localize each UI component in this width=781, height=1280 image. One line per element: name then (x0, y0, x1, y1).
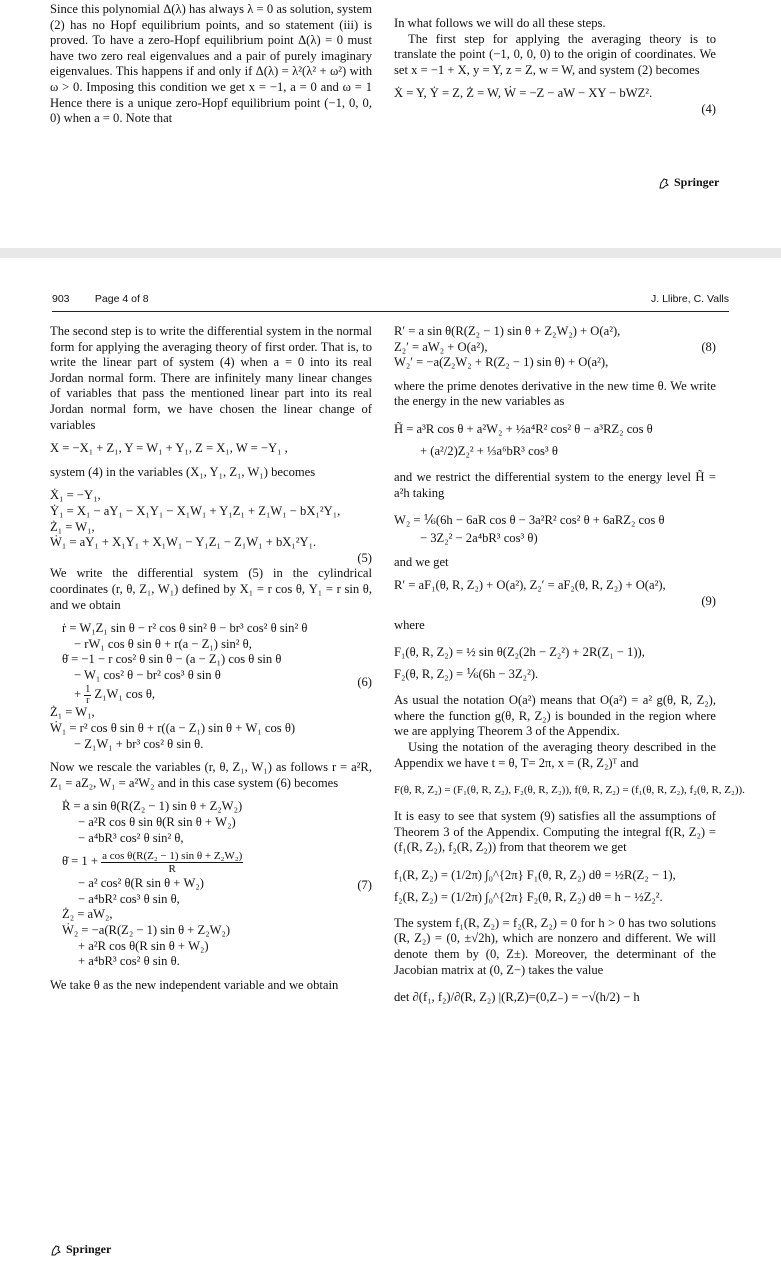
equation-8: R′ = a sin θ(R(Z₂ − 1) sin θ + Z₂W₂) + O(a²), Z₂′ = aW₂ + O(a²), (8) W₂′ = −a(Z₂W₂ + R(Z₂ − 1) sin θ) + O(a²), (394, 324, 716, 370)
paragraph: The system f₁(R, Z₂) = f₂(R, Z₂) = 0 for h > 0 has two solutions (R, Z₂) = (0, ±√2h), which are nonzero and different. We will denote them by (0, Z±). Moreover, the determinant of the Jacobian matrix at (0, Z−) takes the value (394, 915, 716, 977)
equation-4-number-row (394, 102, 716, 118)
jacobian-determinant: det ∂(f₁, f₂)/∂(R, Z₂) |(R,Z)=(0,Z₋) = −√(h/2) − h (394, 990, 640, 1005)
f-definitions: F₁(θ, R, Z₂) = ½ sin θ(Z₂(2h − Z₂²) + 2R(Z₁ − 1)), F₂(θ, R, Z₂) = ⅙(6h − 3Z₂²). (394, 645, 645, 682)
equation-number: (8) (701, 339, 716, 354)
integrals: f₁(R, Z₂) = (1/2π) ∫₀^{2π} F₁(θ, R, Z₂) dθ = ½R(Z₂ − 1), f₂(R, Z₂) = (1/2π) ∫₀^{2π} F₂(θ, R, Z₂) dθ = h − ½Z₂². (394, 867, 676, 904)
paragraph: Now we rescale the variables (r, θ, Z₁, W₁) as follows r = a²R, Z₁ = aZ₂, W₁ = a²W₂ and in this case system (6) becomes (50, 760, 372, 790)
authors: J. Llibre, C. Valls (651, 293, 729, 305)
springer-logo: Springer (50, 1242, 111, 1257)
right-column (394, 324, 745, 1008)
springer-horse-icon (658, 177, 670, 189)
equation-number: (7) (357, 877, 372, 892)
paragraph: As usual the notation O(a²) means that O(a²) = a² g(θ, R, Z₂), where the function g(θ, R, Z₂) is bounded in the region where we are applying Theorem 3 of the Appendix. (394, 693, 716, 739)
paragraph: We write the differential system (5) in the cylindrical coordinates (r, θ, Z₁, W₁) defined by X₁ = r cos θ, Y₁ = r sin θ, and we obtain (50, 566, 372, 612)
equation-number: (6) (357, 675, 372, 690)
equation-number: (9) (701, 593, 716, 608)
paragraph: It is easy to see that system (9) satisfies all the assumptions of Theorem 3 of the Appendix. Computing the integral f(R, Z₂) = (f₁(R, Z₂), f₂(R, Z₂)) from that theorem we get (394, 809, 716, 855)
equation-6: ṙ = W₁Z₁ sin θ − r² cos θ sin² θ − br³ cos² θ sin² θ − rW₁ cos θ sin θ + r(a − Z₁) sin² θ, θ̇ = −1 − r cos² θ sin θ − (a − Z₁) cos θ sin θ − W₁ cos² θ − br² cos³ θ sin θ + $\frac{1}{r}$ Z₁W₁ cos θ, (6) Ż₁ = W₁, Ẇ₁ = r² cos θ sin θ + r((a − Z₁) sin θ + W₁ cos θ) − Z₁W₁ + br³ cos² θ sin θ. (50, 621, 372, 751)
paragraph: system (4) in the variables (X₁, Y₁, Z₁, W₁) becomes (50, 464, 316, 479)
springer-logo: Springer (658, 175, 719, 190)
page-number: 903 (52, 293, 70, 305)
paragraph: where (394, 617, 425, 632)
w2-equation: W₂ = ⅙(6h − 6aR cos θ − 3a²R² cos² θ + 6aRZ₂ cos θ − 3Z₂² − 2a⁴bR³ cos³ θ) (394, 513, 665, 546)
left-column (50, 324, 372, 993)
equation-7: Ṙ = a sin θ(R(Z₂ − 1) sin θ + Z₂W₂) − a²R cos θ sin θ(R sin θ + W₂) − a⁴bR³ cos² θ sin² θ, θ̇ = 1 + $\frac{\text{a cos θ(R(Z₂ − 1) sin θ + Z₂W₂)}}{R}$ − a² cos² θ(R sin θ + W₂) − a⁴bR² cos³ θ sin θ, (7) Ż₂ = aW₂, Ẇ₂ = −a(R(Z₂ − 1) sin θ + Z₂W₂) + a²R cos θ(R sin θ + W₂) + a⁴bR³ cos² θ sin θ. (62, 799, 372, 969)
equation-number: (5) (357, 550, 372, 565)
equation-9: R′ = aF₁(θ, R, Z₂) + O(a²), Z₂′ = aF₂(θ, R, Z₂) + O(a²), (9) (394, 578, 716, 608)
paragraph: and we get (394, 554, 449, 569)
paragraph: Using the notation of the averaging theory described in the Appendix we have t = θ, T= 2π, x = (R, Z₂)ᵀ and (394, 739, 716, 770)
paragraph: where the prime denotes derivative in the new time θ. We write the energy in the new variables as (394, 378, 716, 409)
top-left-text: Since this polynomial Δ(λ) has always λ = 0 as solution, system (2) has no Hopf equilibrium points, and so statement (iii) is proved. To have a zero-Hopf equilibrium point Δ(λ) = 0 must have two zero real eigenvalues and a pair of purely imaginary eigenvalues. This happens if and only if Δ(λ) = λ²(λ² + ω²) with ω > 0. Imposing this condition we get x = −1, a = 0 and ω = 1 Hence there is a unique zero-Hopf equilibrium point (−1, 0, 0, 0) when a = 0. Note that (50, 2, 372, 126)
equation-5: Ẋ₁ = −Y₁, Ẏ₁ = X₁ − aY₁ − X₁Y₁ − X₁W₁ + Y₁Z₁ + Z₁W₁ − bX₁²Y₁, Ż₁ = W₁, Ẇ₁ = aY₁ + X₁Y₁ + X₁W₁ − Y₁Z₁ − Z₁W₁ + bX₁²Y₁. (5) (50, 488, 372, 565)
running-header (52, 293, 729, 312)
top-right-column (394, 16, 716, 118)
page-label: Page 4 of 8 (94, 293, 149, 305)
springer-horse-icon (50, 1244, 62, 1256)
paragraph: The second step is to write the differential system in the normal form for applying the averaging theory of first order. That is, to write the linear part of system (4) when a = 0 into its real Jordan normal form. There are infinitely many linear changes of variables that pass the mentioned linear part into its real Jordan normal form, we have chosen the linear change of variables (50, 324, 372, 432)
top-right-p2: The first step for applying the averaging theory is to translate the point (−1, 0, 0, 0) to the origin of coordinates. We set x = −1 + X, y = Y, z = Z, w = W, and system (2) becomes (394, 31, 716, 77)
vector-definitions: F(θ, R, Z₂) = (F₁(θ, R, Z₂), F₂(θ, R, Z₂)), f(θ, R, Z₂) = (f₁(θ, R, Z₂), f₂(θ, R, Z₂)). (394, 784, 745, 797)
top-right-p1: In what follows we will do all these steps. (394, 16, 606, 30)
previous-page-fragment (0, 0, 781, 248)
equation-number: (4) (701, 101, 716, 116)
paragraph: and we restrict the differential system to the energy level H̃ = a²h taking (394, 469, 716, 500)
paragraph: We take θ as the new independent variable and we obtain (50, 977, 339, 992)
main-page (0, 258, 781, 1280)
energy-equation: H̃ = a³R cos θ + a²W₂ + ½a⁴R² cos² θ − a³RZ₂ cos θ + (a²/2)Z₂² + ⅓a⁶bR³ cos³ θ (394, 421, 653, 458)
change-of-variables: X = −X₁ + Z₁, Y = W₁ + Y₁, Z = X₁, W = −Y₁ , (50, 441, 288, 456)
equation-4: Ẋ = Y, Ẏ = Z, Ż = W, Ẇ = −Z − aW − XY − bWZ². (394, 86, 653, 101)
